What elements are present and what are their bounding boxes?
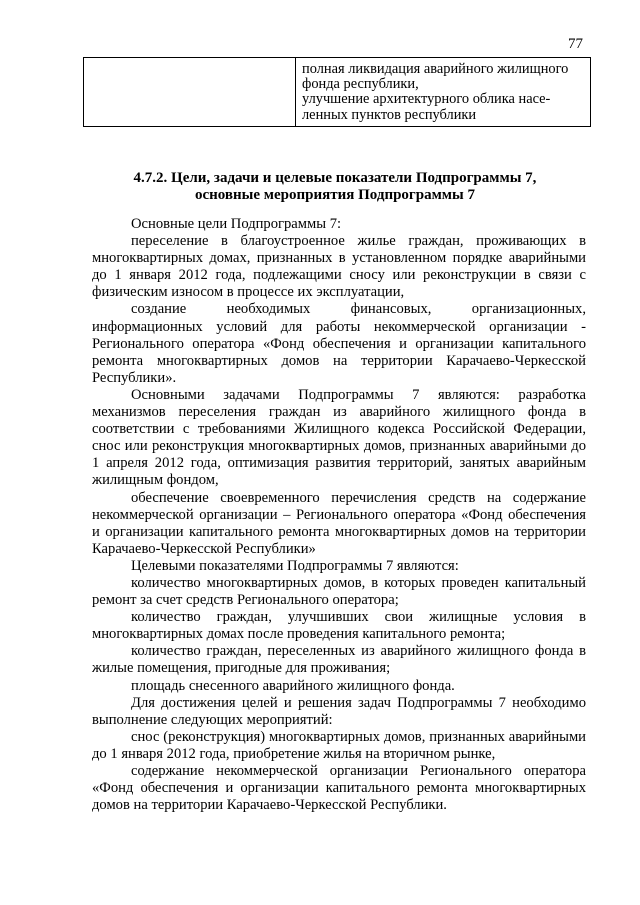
- paragraph: количество многоквартирных домов, в которых проведен капитальный ремонт за счет средств Регионального оператора;: [92, 574, 586, 609]
- paragraph: создание необходимых финансовых, организационных, информационных условий для работы некоммерческой организации - Регионального оператора «Фонд обеспечения и организации капитального ремонта многоквартирных домов на территории Карачаево-Черкесской Республики».: [92, 301, 586, 386]
- paragraph: содержание некоммерческой организации Регионального оператора «Фонд обеспечения и организации капитального ремонта многоквартирных домов на территории Карачаево-Черкесской Республики.: [92, 763, 586, 814]
- section-heading: [100, 170, 570, 204]
- paragraph: количество граждан, переселенных из аварийного жилищного фонда в жилые помещения, пригодные для проживания;: [92, 643, 586, 677]
- paragraph: Для достижения целей и решения задач Подпрограммы 7 необходимо выполнение следующих мероприятий:: [92, 694, 586, 728]
- section-body: [92, 216, 586, 814]
- table-line: улучшение архитектурного облика насе-: [302, 91, 551, 108]
- paragraph: количество граждан, улучшивших свои жилищные условия в многоквартирных домах после проведения капитального ремонта;: [92, 609, 586, 643]
- section-heading-line: 4.7.2. Цели, задачи и целевые показатели Подпрограммы 7,: [133, 170, 537, 186]
- paragraph: Целевыми показателями Подпрограммы 7 являются:: [131, 557, 459, 574]
- table-cell-left: [84, 58, 296, 126]
- section-heading-line: основные мероприятия Подпрограммы 7: [195, 187, 475, 203]
- paragraph: Основными задачами Подпрограммы 7 являются: разработка механизмов переселения граждан из аварийного жилищного фонда в соответствии с требованиями Жилищного кодекса Российской Федерации, снос или реконструкция многоквартирных домов, признанных аварийными до 1 апреля 2012 года, оптимизация развития территорий, занятых аварийным жилищным фондом,: [92, 386, 586, 489]
- table-cell-right: [296, 58, 590, 126]
- table-line: ленных пунктов республики: [302, 106, 477, 123]
- paragraph: снос (реконструкция) многоквартирных домов, признанных аварийными до 1 января 2012 года, приобретение жилья на вторичном рынке,: [92, 728, 586, 762]
- continuation-table: [83, 57, 591, 127]
- paragraph: площадь снесенного аварийного жилищного фонда.: [131, 677, 455, 694]
- paragraph: обеспечение своевременного перечисления средств на содержание некоммерческой организации – Регионального оператора «Фонд обеспечения и организации капитального ремонта многоквартирных домов на территории Карачаево-Черкесской Республики»: [92, 489, 586, 557]
- page-number: 77: [568, 36, 583, 52]
- table-line: фонда республики,: [302, 76, 419, 93]
- paragraph: переселение в благоустроенное жилье граждан, проживающих в многоквартирных домах, признанных в установленном порядке аварийными до 1 января 2012 года, подлежащими сносу или реконструкции в связи с физическим износом в процессе их эксплуатации,: [92, 233, 586, 301]
- paragraph: Основные цели Подпрограммы 7:: [131, 216, 342, 232]
- table-line: полная ликвидация аварийного жилищного: [302, 61, 569, 77]
